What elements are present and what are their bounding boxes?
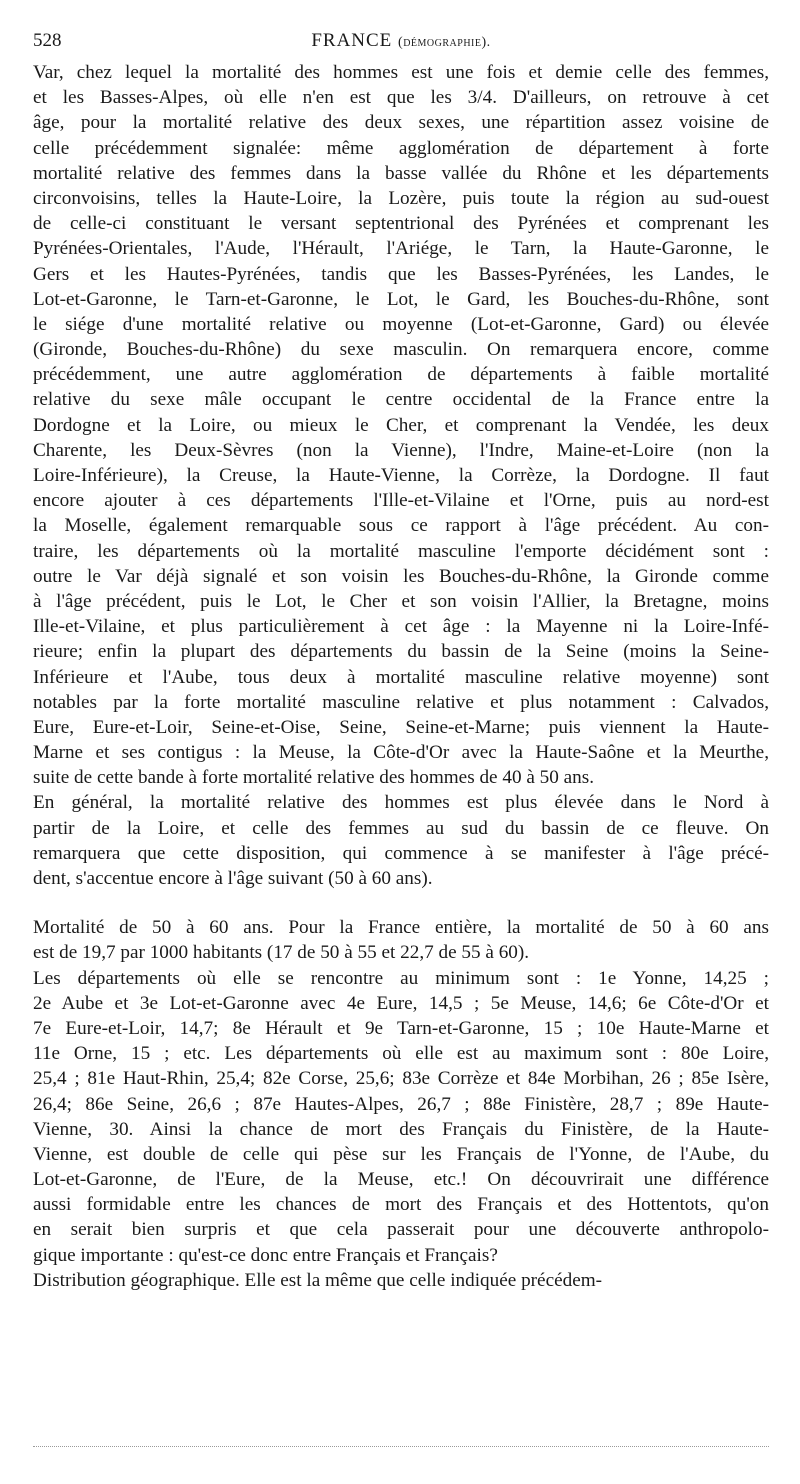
text-line: précédemment, une autre agglomération de départements à faible mortalité: [33, 364, 769, 386]
text-line: Gers et les Hautes-Pyrénées, tandis que les Basses-Pyrénées, les Landes, le: [33, 263, 769, 285]
text-line: 25,4 ; 81e Haut-Rhin, 25,4; 82e Corse, 25,6; 83e Corrèze et 84e Morbihan, 26 ; 85e Isère,: [33, 1068, 769, 1090]
page-header: [33, 30, 769, 60]
text-line: Ille-et-Vilaine, et plus particulièrement à cet âge : la Mayenne ni la Loire-Infé-: [33, 616, 769, 638]
section-gap: [33, 891, 769, 915]
text-line: 2e Aube et 3e Lot-et-Garonne avec 4e Eure, 14,5 ; 5e Meuse, 14,6; 6e Côte-d'Or et: [33, 992, 769, 1014]
text-line: notables par la forte mortalité masculine relative et plus notamment : Calvados,: [33, 691, 769, 713]
text-line: Lot-et-Garonne, le Tarn-et-Garonne, le Lot, le Gard, les Bouches-du-Rhône, sont: [33, 288, 769, 310]
text-line: Vienne, est double de celle qui pèse sur les Français de l'Yonne, de l'Aube, du: [33, 1143, 769, 1165]
text-line: traire, les départements où la mortalité masculine l'emporte décidément sont :: [33, 540, 769, 562]
text-line: à l'âge précédent, puis le Lot, le Cher et son voisin l'Allier, la Bretagne, moins: [33, 590, 769, 612]
text-line: de celle-ci constituant le versant septentrional des Pyrénées et comprenant les: [33, 213, 769, 235]
text-line: âge, pour la mortalité relative des deux sexes, une répartition assez voisine de: [33, 112, 769, 134]
text-line: Marne et ses contigus : la Meuse, la Côte-d'Or avec la Haute-Saône et la Meurthe,: [33, 742, 769, 764]
text-line: Les départements où elle se rencontre au minimum sont : 1e Yonne, 14,25 ;: [33, 967, 769, 989]
text-line: (Gironde, Bouches-du-Rhône) du sexe masculin. On remarquera encore, comme: [33, 339, 769, 361]
text-line: partir de la Loire, et celle des femmes au sud du bassin de ce fleuve. On: [33, 817, 769, 839]
text-line: Eure, Eure-et-Loir, Seine-et-Oise, Seine, Seine-et-Marne; puis viennent la Haute-: [33, 716, 769, 738]
text-line: 7e Eure-et-Loir, 14,7; 8e Hérault et 9e Tarn-et-Garonne, 15 ; 10e Haute-Marne et: [33, 1017, 769, 1039]
text-line: 11e Orne, 15 ; etc. Les départements où elle est au maximum sont : 80e Loire,: [33, 1043, 769, 1065]
text-line: Charente, les Deux-Sèvres (non la Vienne), l'Indre, Maine-et-Loire (non la: [33, 439, 769, 461]
paragraph-p3: [33, 915, 769, 965]
text-line: suite de cette bande à forte mortalité relative des hommes de 40 à 50 ans.: [33, 767, 595, 789]
text-line: mortalité relative des femmes dans la basse vallée du Rhône et les départements: [33, 162, 769, 184]
text-line: Var, chez lequel la mortalité des hommes est une fois et demie celle des femmes,: [33, 62, 769, 83]
text-line: outre le Var déjà signalé et son voisin les Bouches-du-Rhône, la Gironde comme: [33, 565, 769, 587]
text-line: Distribution géographique. Elle est la même que celle indiquée précédem-: [33, 1269, 603, 1291]
text-line: est de 19,7 par 1000 habitants (17 de 50 à 55 et 22,7 de 55 à 60).: [33, 942, 530, 964]
text-line: dent, s'accentue encore à l'âge suivant (50 à 60 ans).: [33, 868, 433, 889]
page-number: 528: [33, 30, 62, 51]
text-line: Inférieure et l'Aube, tous deux à mortalité masculine relative moyenne) sont: [33, 666, 769, 688]
text-line: en serait bien surpris et que cela passerait pour une découverte anthropolo-: [33, 1219, 769, 1241]
paragraph-p1: [33, 60, 769, 790]
text-line: relative du sexe mâle occupant le centre occidental de la France entre la: [33, 389, 769, 411]
text-line: remarquera que cette disposition, qui commence à se manifester à l'âge précé-: [33, 842, 769, 864]
document-page: [33, 30, 769, 1293]
text-line: le siége d'une mortalité relative ou moyenne (Lot-et-Garonne, Gard) ou élevée: [33, 313, 769, 335]
text-line: Pyrénées-Orientales, l'Aude, l'Hérault, l'Ariége, le Tarn, la Haute-Garonne, le: [33, 238, 769, 260]
text-line: celle précédemment signalée: même agglomération de département à forte: [33, 137, 769, 159]
paragraph-p2: [33, 790, 769, 891]
running-title: FRANCE: [311, 30, 393, 51]
text-line: Mortalité de 50 à 60 ans. Pour la France entière, la mortalité de 50 à 60 ans: [33, 917, 769, 939]
text-line: encore ajouter à ces départements l'Ille-et-Vilaine et l'Orne, puis au nord-est: [33, 490, 769, 512]
text-line: Loire-Inférieure), la Creuse, la Haute-Vienne, la Corrèze, la Dordogne. Il faut: [33, 465, 769, 486]
text-line: Dordogne et la Loire, ou mieux le Cher, et comprenant la Vendée, les deux: [33, 414, 769, 436]
text-line: gique importante : qu'est-ce donc entre Français et Français?: [33, 1244, 498, 1266]
text-line: la Moselle, également remarquable sous ce rapport à l'âge précédent. Au con-: [33, 515, 769, 537]
footer-rule: [33, 1446, 769, 1447]
body-text: [33, 60, 769, 1293]
text-line: Lot-et-Garonne, de l'Eure, de la Meuse, etc.! On découvrirait une différence: [33, 1169, 769, 1191]
text-line: aussi formidable entre les chances de mort des Français et des Hottentots, qu'on: [33, 1194, 769, 1216]
paragraph-p5: [33, 1268, 769, 1293]
text-line: rieure; enfin la plupart des départements du bassin de la Seine (moins la Seine-: [33, 641, 769, 663]
text-line: et les Basses-Alpes, où elle n'en est que les 3/4. D'ailleurs, on retrouve à cet: [33, 87, 769, 109]
text-line: 26,4; 86e Seine, 26,6 ; 87e Hautes-Alpes, 26,7 ; 88e Finistère, 28,7 ; 89e Haute-: [33, 1093, 769, 1115]
text-line: Vienne, 30. Ainsi la chance de mort des Français du Finistère, de la Haute-: [33, 1118, 769, 1140]
text-line: circonvoisins, telles la Haute-Loire, la Lozère, puis toute la région au sud-ouest: [33, 187, 769, 209]
running-head: [33, 30, 769, 52]
text-line: En général, la mortalité relative des hommes est plus élevée dans le Nord à: [33, 792, 769, 814]
paragraph-p4: [33, 966, 769, 1268]
running-subtitle: (démographie).: [398, 35, 491, 50]
